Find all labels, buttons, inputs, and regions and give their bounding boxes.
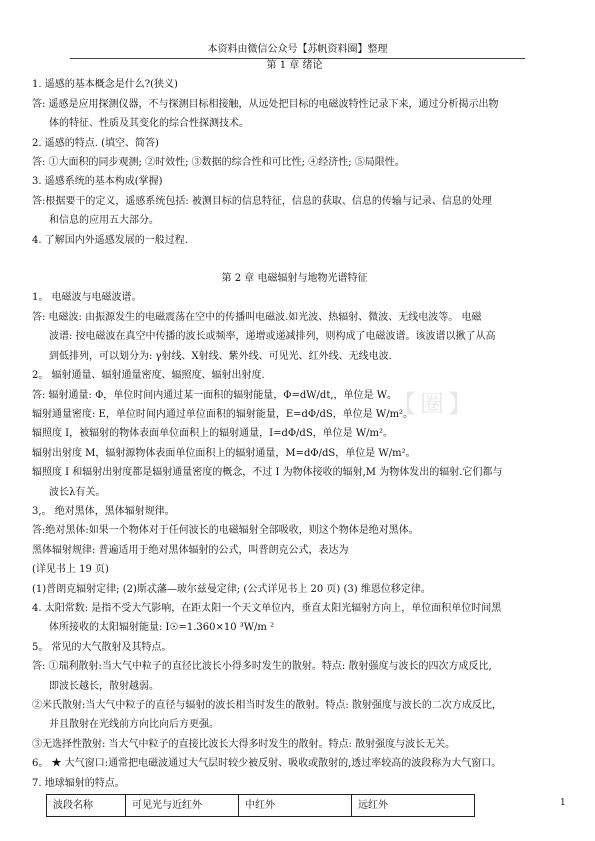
text-line: 1. 遥感的基本概念是什么?(狭义) [32, 79, 178, 91]
page-number: 1 [560, 798, 566, 808]
document-body [32, 56, 557, 817]
table-cell: 中红外 [239, 795, 352, 817]
text-line: 答:绝对黑体:如果一个物体对于任何波长的电磁辐射全部吸收，则这个物体是绝对黑体。 [32, 525, 419, 537]
page-header: 本资料由微信公众号【苏帆资料圈】整理 [70, 40, 525, 59]
text-line: 辐照度 I，被辐射的物体表面单位面积上的辐射通量，I=dΦ/dS，单位是 W/m²。 [32, 428, 393, 440]
text-line: 2. 遥感的特点. (填空、简答) [32, 137, 159, 149]
table-cell: 波段名称 [47, 795, 126, 817]
text-line: (详见书上 19 页) [32, 564, 109, 576]
text-line: 即波长越长，散射越弱。 [49, 680, 159, 692]
chapter-2-title: 第 2 章 电磁辐射与地物光谱特征 [221, 273, 368, 285]
text-line: 黑体辐射规律: 普遍适用于绝对黑体辐射的公式，叫普朗克公式，表达为 [32, 544, 349, 556]
text-line: (1)普朗克辐射定律; (2)斯忒藩—玻尔兹曼定律; (公式详见书上 20 页) (3) 维恩位移定律。 [32, 583, 431, 595]
text-line: 和信息的应用五大部分。 [49, 215, 159, 227]
text-line: 6。 ★ 大气窗口:通常把电磁波通过大气层时较少被反射、吸收或散射的,透过率较高的波段称为大气窗口。 [32, 758, 502, 770]
text-line: 答: 遥感是应用探测仪器，不与探测目标相接触，从远处把目标的电磁波特性记录下来，通过分析揭示出物 [32, 98, 499, 110]
text-line: 5。 常见的大气散射及其特点。 [32, 641, 172, 653]
text-line: 答: 辐射通量: Φ，单位时间内通过某一面积的辐射能量，Φ=dW/dt,，单位是 W。 [32, 389, 397, 401]
text-line: 3,。 绝对黑体，黑体辐射规律。 [32, 505, 175, 517]
text-line: 4. 太阳常数: 是指不受大气影响，在距太阳一个天文单位内，垂直太阳光辐射方向上，单位面积单位时间黑 [32, 602, 502, 614]
text-line: ③无选择性散射: 当大气中粒子的直接比波长大得多时发生的散射。特点: 散射强度与波长无关。 [32, 738, 456, 750]
text-line: 辐照度 I 和辐射出射度都是辐射通量密度的概念，不过 I 为物体接收的辐射,M 为物体发出的辐射.它们都与 [32, 467, 503, 479]
text-line: 1。 电磁波与电磁波谱。 [32, 292, 142, 304]
text-line: 辐射通量密度: E，单位时间内通过单位面积的辐射能量，E=dΦ/dS，单位是 W/m²。 [32, 408, 414, 420]
text-line: 答: ①瑞利散射:当大气中粒子的直径比波长小得多时发生的散射。特点: 散射强度与波长的四次方成反比, [32, 661, 492, 673]
text-line: 并且散射在光线前方向比向后方更强。 [49, 719, 219, 731]
table-cell: 可见光与近红外 [126, 795, 239, 817]
text-line: 体所接收的太阳辐射能量: I☉=1.360×10 ³W/m ² [49, 622, 275, 634]
text-line: 4. 了解国内外遥感发展的一般过程. [32, 234, 188, 246]
text-line: 波谱: 按电磁波在真空中传播的波长或频率，递增或递减排列，则构成了电磁波谱。该波谱以揪了从高 [49, 331, 496, 343]
chapter-1-title: 第 1 章 绪论 [266, 60, 323, 71]
text-line: 答: 电磁波: 由振源发生的电磁震荡在空中的传播叫电磁波.如光波、热辐射、微波、无线电波等。 电磁 [32, 311, 482, 323]
text-line: 辐射出射度 M，辐射源物体表面单位面积上的辐射通量，M=dΦ/dS，单位是 W/m²。 [32, 447, 416, 459]
table-cell: 远红外 [352, 795, 475, 817]
text-line: 波长λ有关。 [49, 486, 106, 498]
text-line: ②米氏散射:当大气中粒子的直径与辐射的波长相当时发生的散射。特点: 散射强度与波长的二次方成反比， [32, 700, 502, 711]
watermark: 【圈】 [392, 390, 476, 418]
text-line: 7. 地球辐射的特点。 [32, 777, 125, 789]
earth-radiation-table [46, 794, 475, 817]
text-line: 到低排列，可以划分为: γ射线、X射线、紫外线、可见光、红外线、无线电波. [49, 350, 392, 362]
text-line: 2。 辐射通量、辐射通量密度、辐照度、辐射出射度. [32, 370, 265, 382]
text-line: 答: ①大面积的同步观测; ②时效性; ③数据的综合性和可比性; ④经济性; ⑤局限性。 [32, 157, 405, 169]
text-line: 3. 遥感系统的基本构成(掌握) [32, 176, 163, 188]
table-row [47, 795, 475, 817]
text-line: 体的特征、性质及其变化的综合性探测技术。 [49, 118, 249, 130]
text-line: 答:根据要干的定义，遥感系统包括: 被测目标的信息特征，信息的获取、信息的传输与记录、信息的处理 [32, 195, 492, 207]
